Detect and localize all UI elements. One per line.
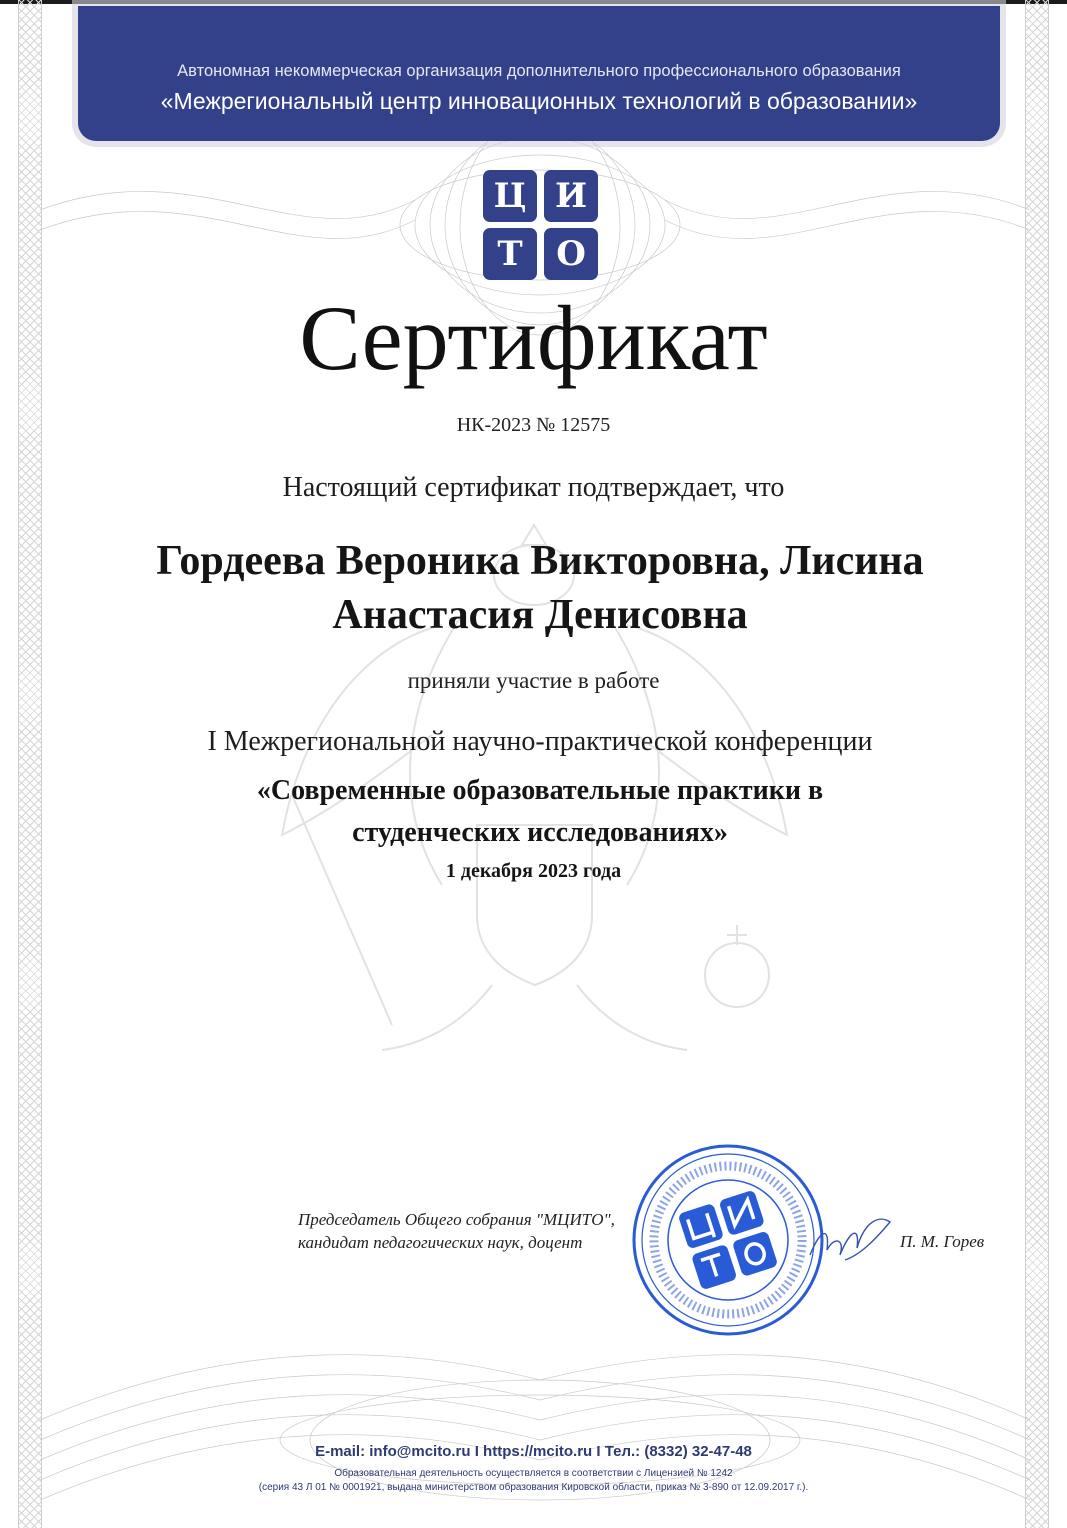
- conference-type: I Межрегиональной научно-практической конференции: [207, 726, 873, 757]
- certificate-title: Сертификат: [299, 287, 768, 389]
- cito-logo: [483, 170, 598, 282]
- footer-license-line2: (серия 43 Л 01 № 0001921, выдана министерством образования Кировской области, приказ № 3-890 от 12.09.2017 г.).: [258, 1482, 809, 1493]
- participant-names-line1: Гордеева Вероника Викторовна, Лисина: [156, 538, 924, 584]
- handwritten-signature: [805, 1210, 895, 1270]
- participant-names-line2: Анастасия Денисовна: [332, 592, 748, 638]
- signatory-position: [298, 1208, 615, 1254]
- footer-contacts: E-mail: info@mcito.ru I https://mcito.ru I Тел.: (8332) 32-47-48: [315, 1443, 752, 1460]
- organization-stamp: [630, 1142, 826, 1338]
- logo-letter: О: [544, 228, 598, 280]
- participant-names: [60, 534, 1020, 642]
- footer-license-line1: Образовательная деятельность осуществляется в соответствии с Лицензией № 1242: [334, 1468, 733, 1479]
- logo-letter: И: [544, 170, 598, 222]
- signatory-name: П. М. Горев: [900, 1232, 985, 1251]
- signatory-position-line2: кандидат педагогических наук, доцент: [298, 1233, 583, 1252]
- conference-date: 1 декабря 2023 года: [445, 860, 622, 882]
- organization-type: Автономная некоммерческая организация дополнительного профессионального образования: [177, 62, 901, 80]
- conference-title-line2: студенческих исследованиях»: [352, 817, 728, 848]
- right-ornament-frame: [1025, 0, 1049, 1528]
- signatory-position-line1: Председатель Общего собрания "МЦИТО",: [298, 1210, 615, 1229]
- certificate-number: НК-2023 № 12575: [456, 414, 611, 436]
- top-border: [0, 0, 1067, 4]
- logo-letter: Ц: [483, 170, 537, 222]
- confirmation-text: Настоящий сертификат подтверждает, что: [282, 472, 785, 503]
- conference-title: [140, 770, 940, 854]
- organization-name: «Межрегиональный центр инновационных технологий в образовании»: [160, 88, 918, 114]
- logo-letter: Т: [483, 228, 537, 280]
- conference-title-line1: «Современные образовательные практики в: [256, 775, 824, 806]
- left-ornament-frame: [18, 0, 42, 1528]
- participation-text: приняли участие в работе: [407, 668, 660, 693]
